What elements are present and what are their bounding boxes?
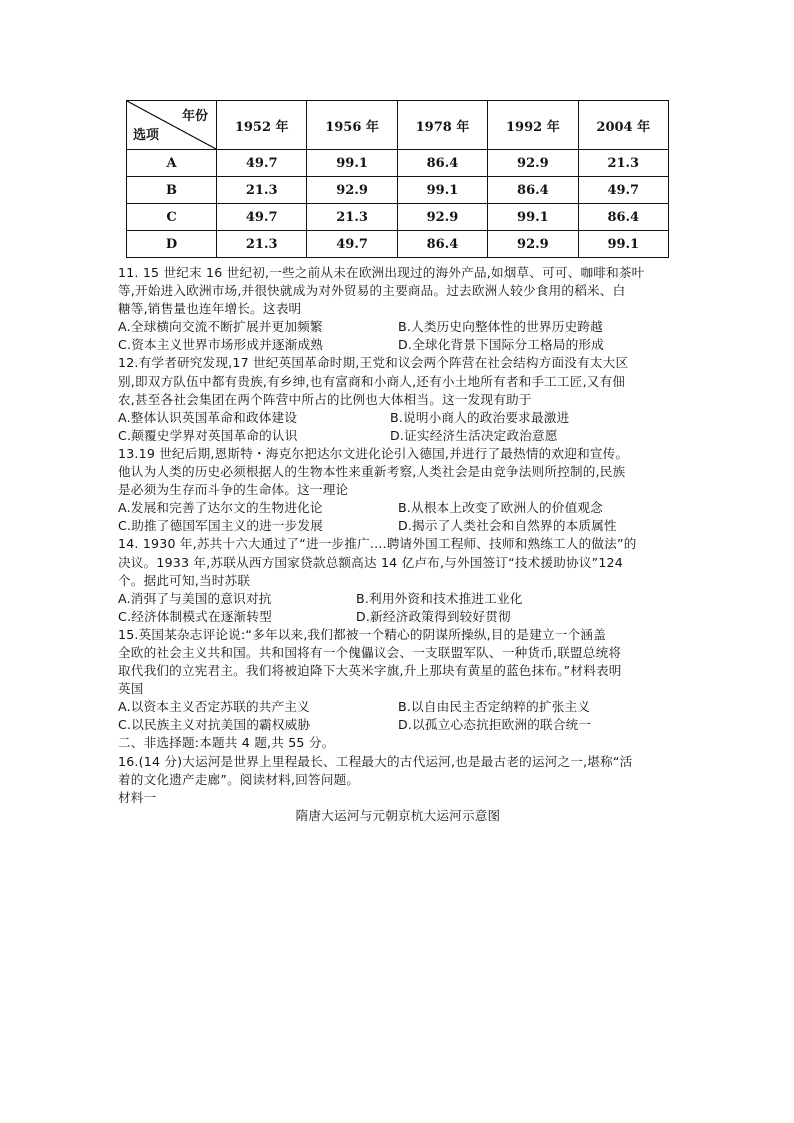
year-header: 2004 年 xyxy=(578,101,668,150)
table-row xyxy=(127,231,669,258)
option-row xyxy=(118,716,678,734)
question-stem-line: 取代我们的立宪君主。我们将被迫降下大英米字旗,升上那块有黄星的蓝色抹布。”材料表明 xyxy=(118,663,622,679)
table-cell: 21.3 xyxy=(217,177,307,204)
table-cell: 86.4 xyxy=(488,177,578,204)
question-stem-line: 全欧的社会主义共和国。共和国将有一个傀儡议会、一支联盟军队、一种货币,联盟总统将 xyxy=(118,644,622,660)
table-cell: 21.3 xyxy=(217,231,307,258)
table-cell: 49.7 xyxy=(578,177,668,204)
corner-year-label: 年份 xyxy=(181,109,208,124)
question-stem-line: 12.有学者研究发现,17 世纪英国革命时期,王党和议会两个阵营在社会结构方面没有太大区 xyxy=(118,355,629,371)
option-c: C.以民族主义对抗美国的霸权威胁 xyxy=(118,717,311,733)
option-b: B.从根本上改变了欧洲人的价值观念 xyxy=(398,500,603,516)
option-d: D.揭示了人类社会和自然界的本质属性 xyxy=(398,518,617,534)
option-a: A.全球横向交流不断扩展并更加频繁 xyxy=(118,319,323,335)
material-label: 材料一 xyxy=(118,789,157,805)
table-cell: 99.1 xyxy=(397,177,487,204)
option-d: D.以孤立心态抗拒欧洲的联合统一 xyxy=(398,717,592,733)
table-cell: 49.7 xyxy=(217,150,307,177)
table-cell: 86.4 xyxy=(397,150,487,177)
option-row xyxy=(118,590,678,608)
option-row xyxy=(118,318,678,336)
table-cell: 99.1 xyxy=(578,231,668,258)
question-stem-line: 等,开始进入欧洲市场,并很快就成为对外贸易的主要商品。过去欧洲人较少食用的稻米、白 xyxy=(118,283,626,299)
data-table xyxy=(126,100,669,258)
table-cell: 99.1 xyxy=(488,204,578,231)
question-13 xyxy=(118,445,678,535)
table-cell: 86.4 xyxy=(578,204,668,231)
table-cell: 49.7 xyxy=(217,204,307,231)
table-cell: 92.9 xyxy=(397,204,487,231)
question-11 xyxy=(118,264,678,354)
option-b: B.说明小商人的政治要求最激进 xyxy=(390,409,570,425)
option-a: A.整体认识英国革命和政体建设 xyxy=(118,409,298,425)
option-row xyxy=(118,499,678,517)
option-row xyxy=(118,608,678,626)
year-header: 1978 年 xyxy=(397,101,487,150)
option-d: D.全球化背景下国际分工格局的形成 xyxy=(398,337,605,353)
option-c: C.经济体制模式在逐渐转型 xyxy=(118,608,272,624)
option-row xyxy=(118,409,678,427)
option-c: C.颠覆史学界对英国革命的认识 xyxy=(118,427,298,443)
question-stem-line: 个。据此可知,当时苏联 xyxy=(118,572,251,588)
option-b: B.人类历史向整体性的世界历史跨越 xyxy=(398,319,603,335)
table-header-row xyxy=(127,101,669,150)
option-a: A.消弭了与美国的意识对抗 xyxy=(118,590,272,606)
row-label: A xyxy=(127,150,217,177)
table-cell: 21.3 xyxy=(307,204,397,231)
option-c: C.助推了德国军国主义的进一步发展 xyxy=(118,518,324,534)
option-d: D.新经济政策得到较好贯彻 xyxy=(356,608,511,624)
question-stem-line: 是必须为生存而斗争的生命体。这一理论 xyxy=(118,482,349,498)
question-16 xyxy=(118,753,678,825)
table-cell: 21.3 xyxy=(578,150,668,177)
question-15 xyxy=(118,626,678,735)
question-stem-line: 糖等,销售量也连年增长。这表明 xyxy=(118,301,302,317)
option-row xyxy=(118,336,678,354)
question-stem-line: 别,即双方队伍中都有贵族,有乡绅,也有富商和小商人,还有小土地所有者和手工工匠,又有佃 xyxy=(118,373,626,389)
question-stem-line: 14. 1930 年,苏共十六大通过了“进一步推广....聘请外国工程师、技师和熟练工人的做法”的 xyxy=(118,536,637,552)
option-d: D.证实经济生活决定政治意愿 xyxy=(390,427,558,443)
row-label: C xyxy=(127,204,217,231)
table-cell: 92.9 xyxy=(488,150,578,177)
figure-title: 隋唐大运河与元朝京杭大运河示意图 xyxy=(295,807,501,823)
question-stem-line: 决议。1933 年,苏联从西方国家贷款总额高达 14 亿卢布,与外国签订“技术援助协议”124 xyxy=(118,554,623,570)
question-14 xyxy=(118,535,678,625)
question-stem-line: 他认为人类的历史必须根据人的生物本性来重新考察,人类社会是由竞争法则所控制的,民族 xyxy=(118,464,626,480)
table-corner-cell xyxy=(127,101,217,150)
row-label: D xyxy=(127,231,217,258)
question-12 xyxy=(118,354,678,444)
table-row xyxy=(127,204,669,231)
row-label: B xyxy=(127,177,217,204)
table-cell: 86.4 xyxy=(397,231,487,258)
option-b: B.以自由民主否定纳粹的扩张主义 xyxy=(398,699,591,715)
option-a: A.发展和完善了达尔文的生物进化论 xyxy=(118,500,323,516)
option-row xyxy=(118,427,678,445)
question-stem-line: 11. 15 世纪末 16 世纪初,一些之前从未在欧洲出现过的海外产品,如烟草、可可、咖啡和茶叶 xyxy=(118,265,645,280)
question-stem-line: 15.英国某杂志评论说:“多年以来,我们都被一个精心的阴谋所操纵,目的是建立一个涵盖 xyxy=(118,626,606,642)
diagonal-header xyxy=(127,101,216,149)
table-cell: 92.9 xyxy=(488,231,578,258)
section-heading: 二、非选择题:本题共 4 题,共 55 分。 xyxy=(118,735,335,751)
option-row xyxy=(118,698,678,716)
option-c: C.资本主义世界市场形成并逐渐成熟 xyxy=(118,337,324,353)
table-row xyxy=(127,150,669,177)
question-stem-line: 英国 xyxy=(118,681,144,697)
option-b: B.利用外资和技术推进工业化 xyxy=(356,590,523,606)
option-row xyxy=(118,517,678,535)
table-cell: 49.7 xyxy=(307,231,397,258)
table-row xyxy=(127,177,669,204)
year-header: 1992 年 xyxy=(488,101,578,150)
questions-block xyxy=(118,264,678,825)
table-cell: 92.9 xyxy=(307,177,397,204)
year-header: 1952 年 xyxy=(217,101,307,150)
table-cell: 99.1 xyxy=(307,150,397,177)
question-stem-line: 16.(14 分)大运河是世界上里程最长、工程最大的古代运河,也是最古老的运河之一,堪称“活 xyxy=(118,753,633,769)
question-stem-line: 13.19 世纪后期,恩斯特・海克尔把达尔文进化论引入德国,并进行了最热情的欢迎和宣传。 xyxy=(118,445,629,461)
question-stem-line: 着的文化遗产走廊”。阅读材料,回答问题。 xyxy=(118,771,360,787)
year-header: 1956 年 xyxy=(307,101,397,150)
question-stem-line: 农,甚至各社会集团在两个阵营中所占的比例也大体相当。这一发现有助于 xyxy=(118,391,532,407)
corner-option-label: 选项 xyxy=(133,128,160,143)
option-a: A.以资本主义否定苏联的共产主义 xyxy=(118,699,310,715)
